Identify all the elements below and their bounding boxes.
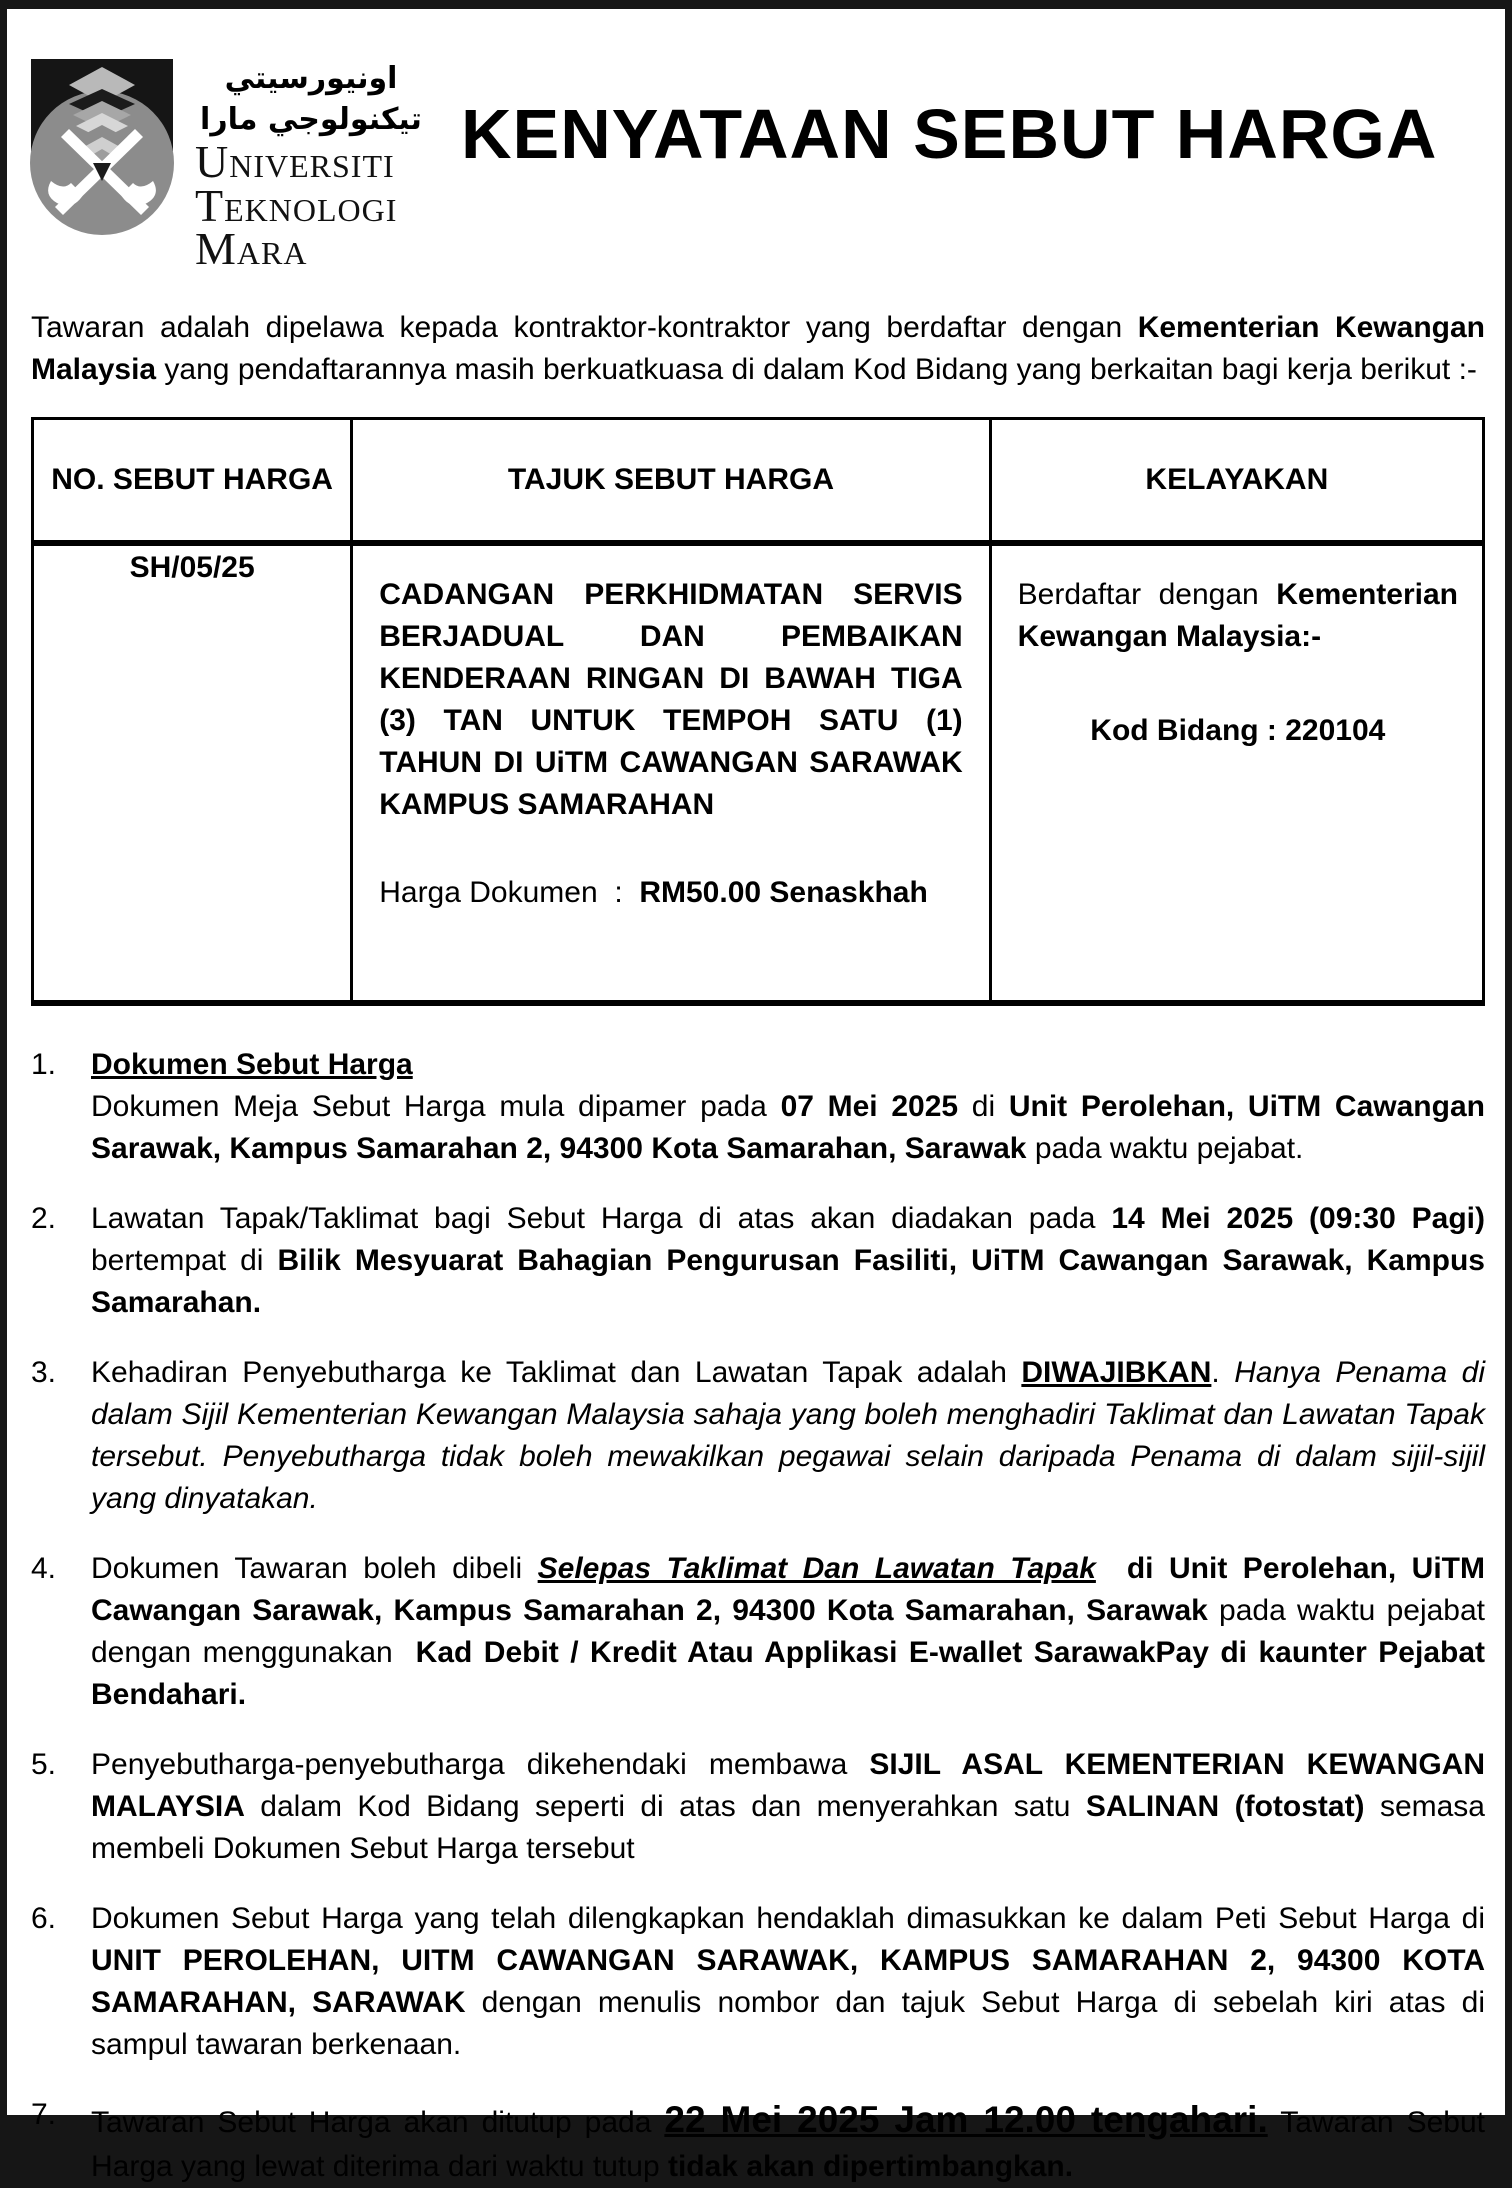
item-text: Penyebutharga-penyebutharga dikehendaki membawa SIJIL ASAL KEMENTERIAN KEWANGAN MALAYSIA dalam Kod Bidang seperti di atas dan menyerahkan satu SALINAN (fotostat) semasa membeli Dokumen Sebut Harga tersebut bbox=[91, 1748, 1486, 1866]
list-item-7 bbox=[31, 2094, 1485, 2188]
uitm-wordmark bbox=[195, 59, 427, 275]
list-item-3 bbox=[31, 1352, 1485, 1520]
page-title: KENYATAAN SEBUT HARGA bbox=[461, 95, 1438, 173]
item-number: 6. bbox=[31, 1902, 57, 1936]
list-item-1 bbox=[31, 1044, 1485, 1170]
item-number: 5. bbox=[31, 1748, 57, 1782]
item-text: Dokumen Sebut Harga yang telah dilengkapkan hendaklah dimasukkan ke dalam Peti Sebut Harga di UNIT PEROLEHAN, UITM CAWANGAN SARAWAK, KAMPUS SAMARAHAN 2, 94300 KOTA SAMARAHAN, SARAWAK dengan menulis nombor dan tajuk Sebut Harga di sebelah kiri atas di sampul tawaran berkenaan. bbox=[91, 1902, 1485, 2062]
item-number: 3. bbox=[31, 1356, 57, 1390]
item-text: Kehadiran Penyebutharga ke Taklimat dan Lawatan Tapak adalah DIWAJIBKAN. Hanya Penama di dalam Sijil Kementerian Kewangan Malaysia sahaja yang boleh menghadiri Taklimat dan Lawatan Tapak tersebut. Penyebutharga tidak boleh mewakilkan pegawai selain daripada Penama di dalam sijil-sijil yang dinyatakan. bbox=[91, 1356, 1485, 1516]
intro-paragraph: Tawaran adalah dipelawa kepada kontraktor-kontraktor yang berdaftar dengan Kementerian Kewangan Malaysia yang pendaftarannya masih berkuatkuasa di dalam Kod Bidang yang berkaitan bagi kerja berikut :- bbox=[31, 311, 1485, 387]
item-text: Dokumen Sebut Harga Dokumen Meja Sebut Harga mula dipamer pada 07 Mei 2025 di Unit Perolehan, UiTM Cawangan Sarawak, Kampus Samarahan 2, 94300 Kota Samarahan, Sarawak pada waktu pejabat. bbox=[91, 1048, 1485, 1166]
table-header-row bbox=[33, 419, 1484, 544]
item-text: Tawaran Sebut Harga akan ditutup pada 22 Mei 2025 Jam 12.00 tengahari. Tawaran Sebut Harga yang lewat diterima dari waktu tutup tidak akan dipertimbangkan. bbox=[91, 2099, 1485, 2183]
cell-quotation-number: SH/05/25 bbox=[33, 543, 352, 1003]
wordmark-line-teknologi: Teknologi bbox=[195, 179, 398, 231]
header-tajuk-sebut-harga: TAJUK SEBUT HARGA bbox=[352, 419, 990, 544]
wordmark-line-universiti: Universiti bbox=[195, 136, 395, 187]
list-item-6 bbox=[31, 1898, 1485, 2066]
list-item-5 bbox=[31, 1744, 1485, 1870]
cell-eligibility: Berdaftar dengan Kementerian Kewangan Malaysia:- Kod Bidang : 220104 bbox=[990, 543, 1483, 1003]
quotation-table bbox=[31, 417, 1485, 1006]
wordmark-line-mara: Mara bbox=[195, 223, 308, 275]
notice-list bbox=[31, 1044, 1485, 2188]
item-number: 7. bbox=[31, 2098, 57, 2132]
header-no-sebut-harga: NO. SEBUT HARGA bbox=[33, 419, 352, 544]
uitm-jawi-script: اونيورسيتي تيكنولوجي مارا bbox=[200, 61, 422, 137]
item-number: 2. bbox=[31, 1202, 57, 1236]
list-item-2 bbox=[31, 1198, 1485, 1324]
table-row bbox=[33, 543, 1484, 1003]
uitm-shield-icon bbox=[31, 59, 173, 239]
document-page bbox=[7, 9, 1505, 2183]
list-item-4 bbox=[31, 1548, 1485, 1716]
item-number: 1. bbox=[31, 1048, 57, 1082]
item-text: Dokumen Tawaran boleh dibeli Selepas Taklimat Dan Lawatan Tapak di Unit Perolehan, UiTM Cawangan Sarawak, Kampus Samarahan 2, 94300 Kota Samarahan, Sarawak pada waktu pejabat dengan menggunakan Kad Debit / Kredit Atau Applikasi E-wallet SarawakPay di kaunter Pejabat Bendahari. bbox=[91, 1552, 1486, 1712]
uitm-logo bbox=[31, 59, 427, 275]
document-header bbox=[31, 59, 1485, 275]
cell-quotation-title: CADANGAN PERKHIDMATAN SERVIS BERJADUAL DAN PEMBAIKAN KENDERAAN RINGAN DI BAWAH TIGA (3) TAN UNTUK TEMPOH SATU (1) TAHUN DI UiTM CAWANGAN SARAWAK KAMPUS SAMARAHAN Harga Dokumen : RM50.00 Senaskhah bbox=[352, 543, 990, 1003]
item-number: 4. bbox=[31, 1552, 57, 1586]
header-kelayakan: KELAYAKAN bbox=[990, 419, 1483, 544]
item-text: Lawatan Tapak/Taklimat bagi Sebut Harga di atas akan diadakan pada 14 Mei 2025 (09:30 Pagi) bertempat di Bilik Mesyuarat Bahagian Pengurusan Fasiliti, UiTM Cawangan Sarawak, Kampus Samarahan. bbox=[91, 1202, 1485, 1320]
